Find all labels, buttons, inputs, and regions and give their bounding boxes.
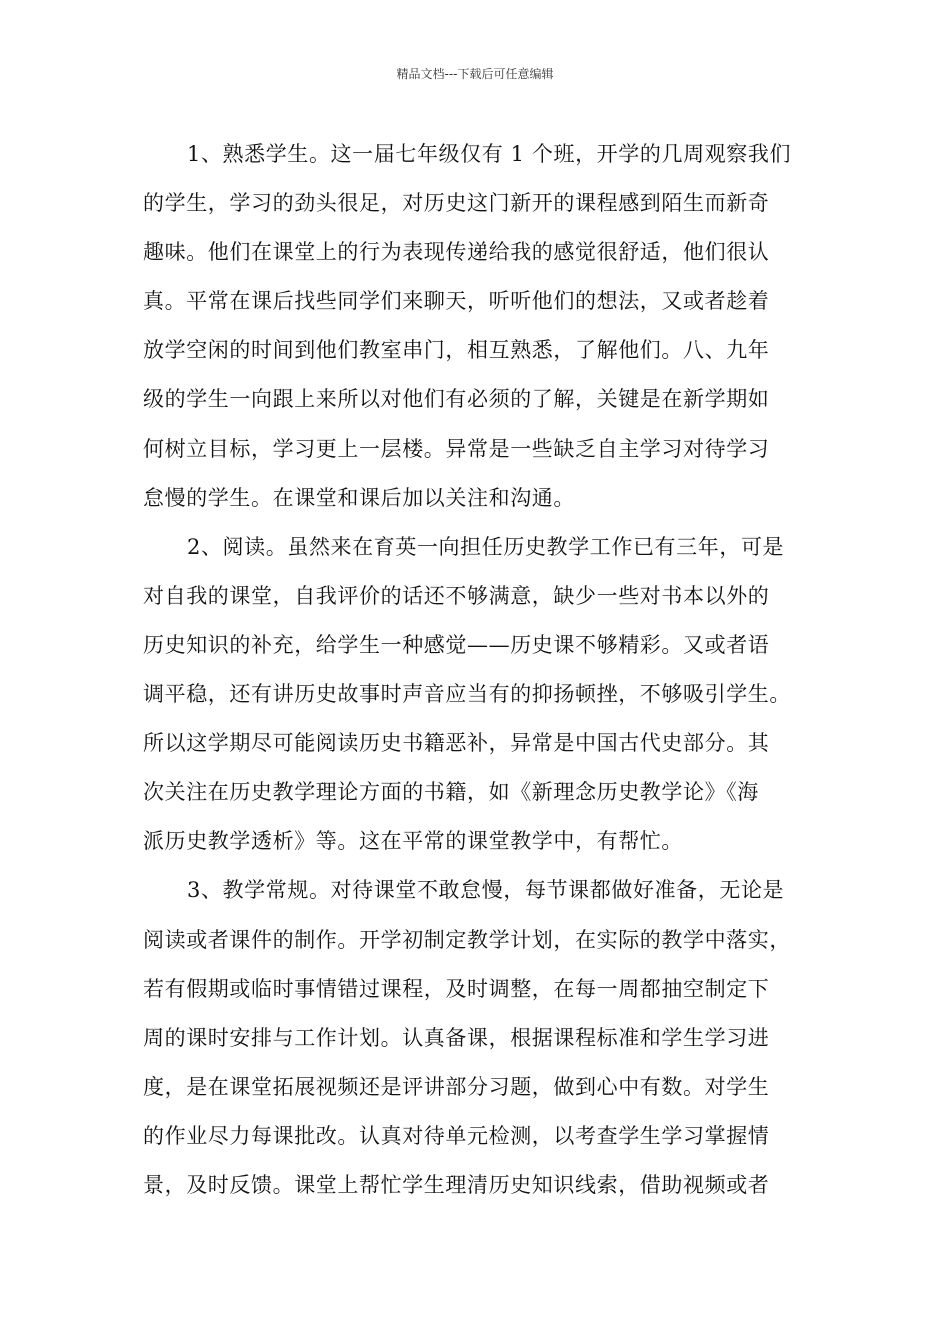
text-line: 的作业尽力每课批改。认真对待单元检测，以考查学生学习掌握情: [143, 1123, 770, 1148]
text-line: 级的学生一向跟上来所以对他们有必须的了解，关键是在新学期如: [143, 387, 770, 412]
paragraph-3: [143, 866, 808, 1210]
text-line: 怠慢的学生。在课堂和课后加以关注和沟通。: [143, 485, 575, 510]
text-line: 对自我的课堂，自我评价的话还不够满意，缺少一些对书本以外的: [143, 583, 770, 608]
paragraph-1: [143, 130, 808, 523]
text-line: 何树立目标，学习更上一层楼。异常是一些缺乏自主学习对待学习: [143, 436, 770, 461]
text-line: 1、熟悉学生。这一届七年级仅有 1 个班，开学的几周观察我们: [187, 142, 792, 166]
text-line: 的学生，学习的劲头很足，对历史这门新开的课程感到陌生而新奇: [143, 191, 770, 216]
text-line: 所以这学期尽可能阅读历史书籍恶补，异常是中国古代史部分。其: [143, 731, 770, 756]
text-line: 历史知识的补充，给学生一种感觉——历史课不够精彩。又或者语: [143, 632, 770, 657]
text-line: 调平稳，还有讲历史故事时声音应当有的抑扬顿挫，不够吸引学生。: [143, 682, 791, 707]
text-line: 阅读或者课件的制作。开学初制定教学计划，在实际的教学中落实，: [143, 927, 791, 952]
text-line: 3、教学常规。对待课堂不敢怠慢，每节课都做好准备，无论是: [187, 878, 785, 903]
text-line: 次关注在历史教学理论方面的书籍，如《新理念历史教学论》《海: [143, 780, 759, 805]
document-body: [143, 130, 808, 1210]
text-line: 景，及时反馈。课堂上帮忙学生理清历史知识线索，借助视频或者: [143, 1172, 770, 1197]
text-line: 趣味。他们在课堂上的行为表现传递给我的感觉很舒适，他们很认: [143, 240, 770, 265]
text-line: 度，是在课堂拓展视频还是评讲部分习题，做到心中有数。对学生: [143, 1074, 770, 1099]
text-line: 放学空闲的时间到他们教室串门，相互熟悉，了解他们。八、九年: [143, 338, 770, 363]
page-header: 精品文档---下载后可任意编辑: [396, 67, 554, 81]
text-line: 周的课时安排与工作计划。认真备课，根据课程标准和学生学习进: [143, 1025, 770, 1050]
text-line: 真。平常在课后找些同学们来聊天，听听他们的想法，又或者趁着: [143, 289, 770, 314]
text-line: 若有假期或临时事情错过课程，及时调整，在每一周都抽空制定下: [143, 976, 770, 1001]
text-line: 派历史教学透析》等。这在平常的课堂教学中，有帮忙。: [143, 829, 683, 854]
text-line: 2、阅读。虽然来在育英一向担任历史教学工作已有三年，可是: [187, 534, 785, 559]
paragraph-2: [143, 523, 808, 867]
